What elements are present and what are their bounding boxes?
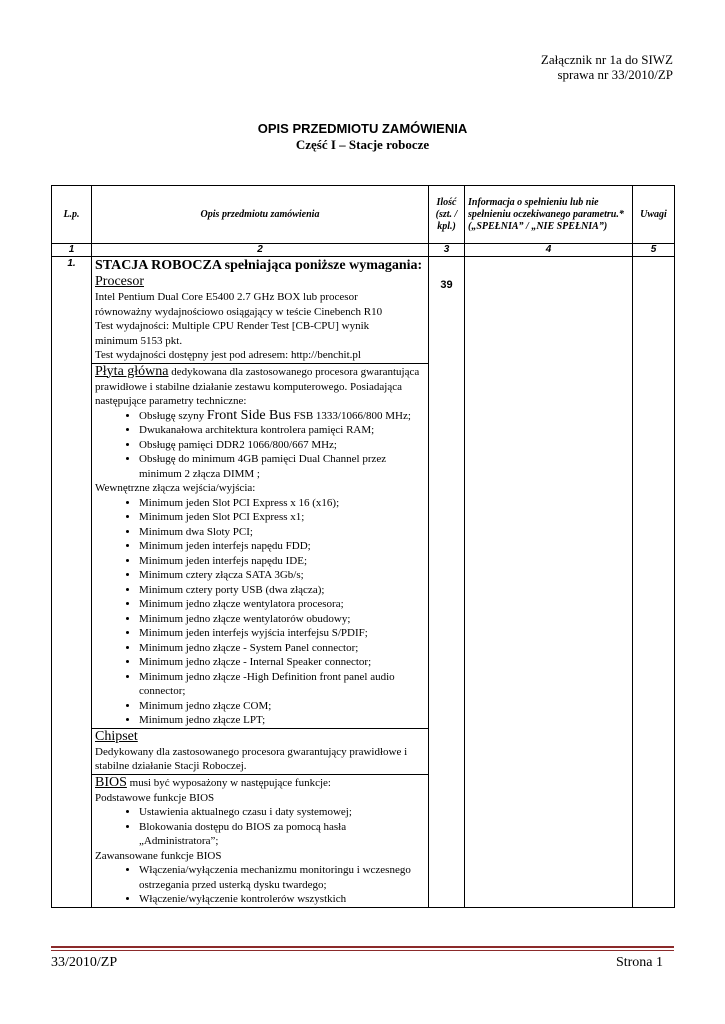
chipset-text: Dedykowany dla zastosowanego procesora gwarantujący prawidłowe i stabilne działanie Stacji Roboczej. [95,745,408,772]
list-item: • Minimum jeden interfejs wyjścia interfejsu S/PDIF; [139,626,425,641]
list-item: • Minimum jedno złącze LPT; [139,713,425,728]
list-item: • Włączenia/wyłączenia mechanizmu monitoringu i wczesnego ostrzegania przed usterką dysku twardego; [139,863,425,892]
row-lp: 1. [52,257,92,908]
footer-divider [51,950,674,951]
chipset-title: Chipset [95,728,138,744]
list-item: • Minimum jeden Slot PCI Express x1; [139,510,425,525]
motherboard-intro [95,364,425,409]
io-title: Wewnętrzne złącza wejścia/wyjścia: [95,482,256,494]
attachment-label: Załącznik nr 1a do SIWZ [540,52,673,67]
table-row [52,257,675,364]
processor-line: Test wydajności: Multiple CPU Render Test [CB-CPU] wynik [95,320,370,332]
case-number: sprawa nr 33/2010/ZP [557,67,673,82]
column-number-row [52,244,675,257]
list-item: • Minimum jedno złącze -High Definition front panel audio connector; [139,670,425,699]
processor-line: Intel Pentium Dual Core E5400 2.7 GHz BOX lub procesor [95,291,358,303]
list-item [139,409,425,424]
bios-title: BIOS [95,774,127,790]
list-item: • Minimum jeden interfejs napędu FDD; [139,539,425,554]
list-item: • Minimum jeden Slot PCI Express x 16 (x16); [139,496,425,511]
bios-intro-text: musi być wyposażony w następujące funkcje: [126,776,331,789]
column-number: 2 [92,244,429,257]
list-item: • Obsługę do minimum 4GB pamięci Dual Channel przez minimum 2 złącza DIMM ; [139,452,425,481]
motherboard-features [95,409,425,482]
list-item: • Obsługę pamięci DDR2 1066/800/667 MHz; [139,438,425,453]
bios-basic-title: Podstawowe funkcje BIOS [95,791,215,804]
list-item: • Minimum cztery porty USB (dwa złącza); [139,583,425,598]
workstation-heading: STACJA ROBOCZA spełniająca poniższe wymagania: [95,258,423,273]
fsb-text: Obsługę szyny [139,409,207,422]
specification-table [51,185,675,908]
processor-title: Procesor [95,274,144,289]
header-notes: Uwagi [633,186,675,244]
header-lp: L.p. [52,186,92,244]
processor-line: minimum 5153 pkt. [95,334,183,347]
motherboard-title: Płyta główna [95,363,169,379]
motherboard-cell [92,363,429,728]
io-features [95,496,425,728]
list-item: • Ustawienia aktualnego czasu i daty systemowej; [139,805,425,820]
bios-intro [95,775,425,791]
list-item: • Minimum jedno złącze COM; [139,699,425,714]
page-number: Strona 1 [615,955,663,970]
motherboard-intro-text: dedykowana dla zastosowanego procesora gwarantująca prawidłowe i stabilne działanie zestawu komputerowego. Posiadająca następujące parametry techniczne: [95,365,420,407]
list-item: • Minimum jedno złącze - System Panel connector; [139,641,425,656]
list-item: • Blokowania dostępu do BIOS za pomocą hasła „Administratora”; [139,820,425,849]
bios-basic-list [95,805,425,849]
list-item: • Minimum jedno złącze wentylatora procesora; [139,597,425,612]
column-number: 3 [429,244,465,257]
table-header-row [52,186,675,244]
processor-line: Test wydajności dostępny jest pod adresem: http://benchit.pl [95,349,361,361]
header-description: Opis przedmiotu zamówienia [92,186,429,244]
bios-advanced-list [95,863,425,907]
list-item: • Włączenie/wyłączenie kontrolerów wszystkich [139,892,425,907]
list-item: • Dwukanałowa architektura kontrolera pamięci RAM; [139,423,425,438]
document-subtitle: Część I – Stacje robocze [295,137,430,152]
bios-advanced-title: Zawansowane funkcje BIOS [95,849,222,862]
column-number: 5 [633,244,675,257]
fsb-emphasis: Front Side Bus [206,407,291,423]
list-item: • Minimum dwa Sloty PCI; [139,525,425,540]
header-compliance: Informacja o spełnieniu lub nie spełnieniu oczekiwanego parametru.*(„SPEŁNIA” / „NIE SPEŁNIA”) [465,186,633,244]
header-quantity: Ilość (szt. / kpl.) [429,186,465,244]
bios-cell [92,774,429,907]
column-number: 4 [465,244,633,257]
chipset-cell [92,728,429,774]
processor-line: równoważny wydajnościowo osiągający w teście Cinebench R10 [95,305,383,318]
footer-case-number: 33/2010/ZP [51,955,118,970]
list-item: • Minimum cztery złącza SATA 3Gb/s; [139,568,425,583]
processor-cell [92,257,429,364]
document-header [541,52,673,82]
column-number: 1 [52,244,92,257]
footer-divider [51,946,674,948]
notes-input-cell[interactable] [633,257,675,908]
quantity-value: 39 [429,257,465,908]
list-item: • Minimum jedno złącze wentylatorów obudowy; [139,612,425,627]
compliance-input-cell[interactable] [465,257,633,908]
list-item: • Minimum jeden interfejs napędu IDE; [139,554,425,569]
list-item: • Minimum jedno złącze - Internal Speaker connector; [139,655,425,670]
document-title: OPIS PRZEDMIOTU ZAMÓWIENIA [257,121,468,136]
fsb-text: FSB 1333/1066/800 MHz; [290,409,411,422]
